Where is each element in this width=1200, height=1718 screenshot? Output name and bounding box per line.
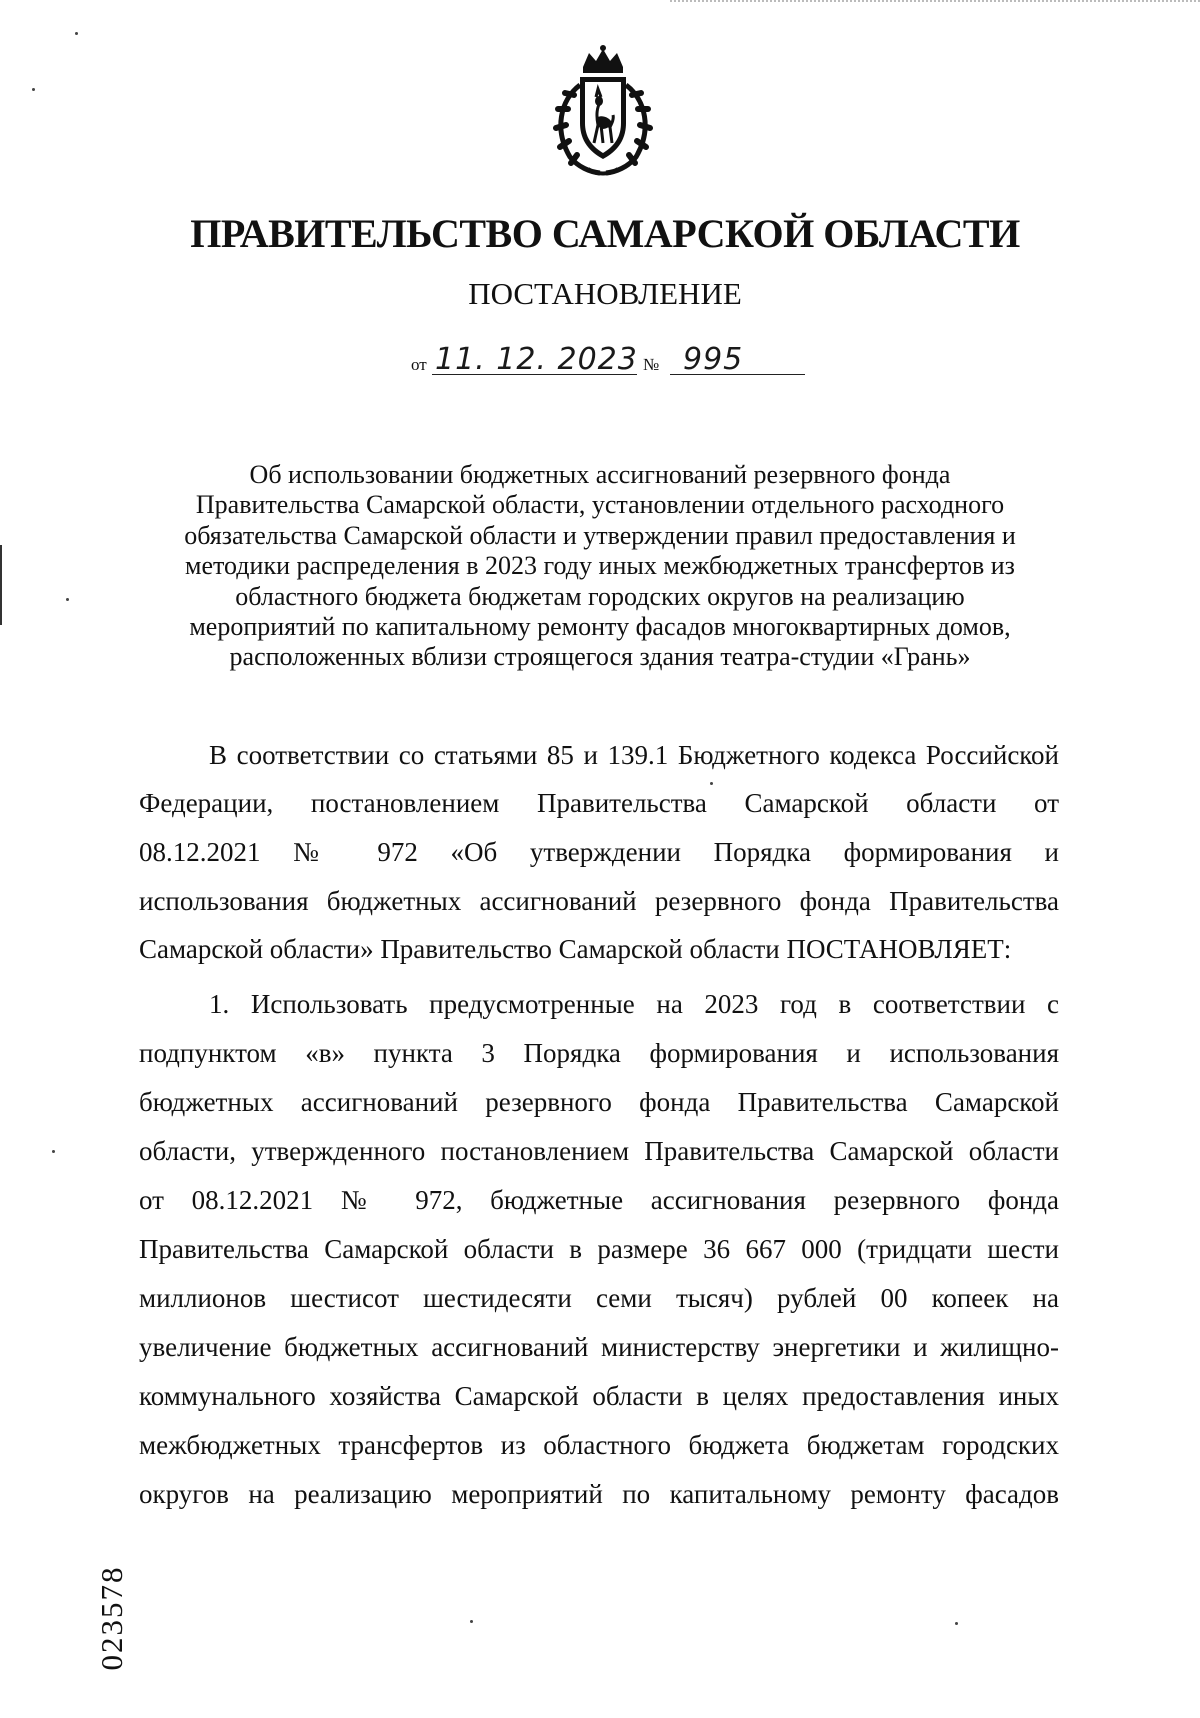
scan-margin-mark [0, 545, 2, 625]
subject-line: Об использовании бюджетных ассигнований резервного фонда [249, 460, 951, 489]
form-serial-number [82, 1538, 142, 1698]
date-value: 11. 12. 2023 [435, 342, 638, 377]
clause-line: Правительства Самарской области в размере 36 667 000 (тридцати шести [139, 1234, 1059, 1264]
date-prefix: от [411, 355, 427, 374]
scan-edge-line [670, 0, 1200, 5]
scan-speck [66, 598, 69, 601]
organization-title: ПРАВИТЕЛЬСТВО САМАРСКОЙ ОБЛАСТИ [190, 211, 1020, 256]
preamble-line: 08.12.2021 № 972 «Об утверждении Порядка формирования и [139, 837, 1059, 867]
clause-line: области, утвержденного постановлением Правительства Самарской области [139, 1136, 1059, 1166]
number-underline [670, 374, 805, 375]
preamble-line: В соответствии со статьями 85 и 139.1 Бюджетного кодекса Российской [209, 740, 1059, 770]
scan-speck [955, 1622, 958, 1625]
preamble-line: Самарской области» Правительство Самарской области ПОСТАНОВЛЯЕТ: [139, 934, 1012, 964]
subject-line: мероприятий по капитальному ремонту фасадов многоквартирных домов, [189, 612, 1011, 642]
subject-line: расположенных вблизи строящегося здания театра-студии «Грань» [229, 642, 971, 672]
date-underline [432, 374, 637, 375]
subject-line: областного бюджета бюджетам городских округов на реализацию [235, 581, 965, 611]
subject-line: обязательства Самарской области и утверждении правил предоставления и [184, 520, 1016, 550]
clause-line: коммунального хозяйства Самарской области в целях предоставления иных [139, 1381, 1059, 1411]
clause-line: подпунктом «в» пункта 3 Порядка формирования и использования [139, 1038, 1059, 1068]
clause-line: округов на реализацию мероприятий по капитальному ремонту фасадов [139, 1479, 1059, 1509]
date-number-line [405, 335, 805, 383]
scan-speck [710, 782, 713, 785]
document-subject [130, 460, 1070, 673]
clause-line: увеличение бюджетных ассигнований министерству энергетики и жилищно- [139, 1332, 1059, 1362]
scan-speck [52, 1150, 55, 1153]
clause-line: миллионов шестисот шестидесяти семи тысяч) рублей 00 копеек на [139, 1283, 1059, 1313]
serial-text: 023578 [94, 1565, 129, 1671]
number-prefix: № [643, 355, 660, 374]
number-value: 995 [683, 342, 744, 377]
clause-line: бюджетных ассигнований резервного фонда Правительства Самарской [139, 1087, 1059, 1117]
preamble-line: использования бюджетных ассигнований резервного фонда Правительства [139, 886, 1059, 916]
clause-line: от 08.12.2021 № 972, бюджетные ассигнования резервного фонда [139, 1185, 1059, 1215]
clause-line: межбюджетных трансфертов из областного бюджета бюджетам городских [139, 1430, 1059, 1460]
clause-line: 1. Использовать предусмотренные на 2023 год в соответствии с [209, 989, 1059, 1019]
document-type: ПОСТАНОВЛЕНИЕ [468, 276, 742, 311]
scan-speck [32, 88, 35, 91]
subject-line: Правительства Самарской области, установлении отдельного расходного [195, 490, 1005, 520]
scan-speck [470, 1620, 473, 1623]
coat-of-arms-emblem [540, 45, 666, 180]
subject-line: методики распределения в 2023 году иных межбюджетных трансфертов из [185, 551, 1015, 581]
scan-speck [75, 32, 78, 35]
preamble-line: Федерации, постановлением Правительства Самарской области от [139, 788, 1059, 818]
